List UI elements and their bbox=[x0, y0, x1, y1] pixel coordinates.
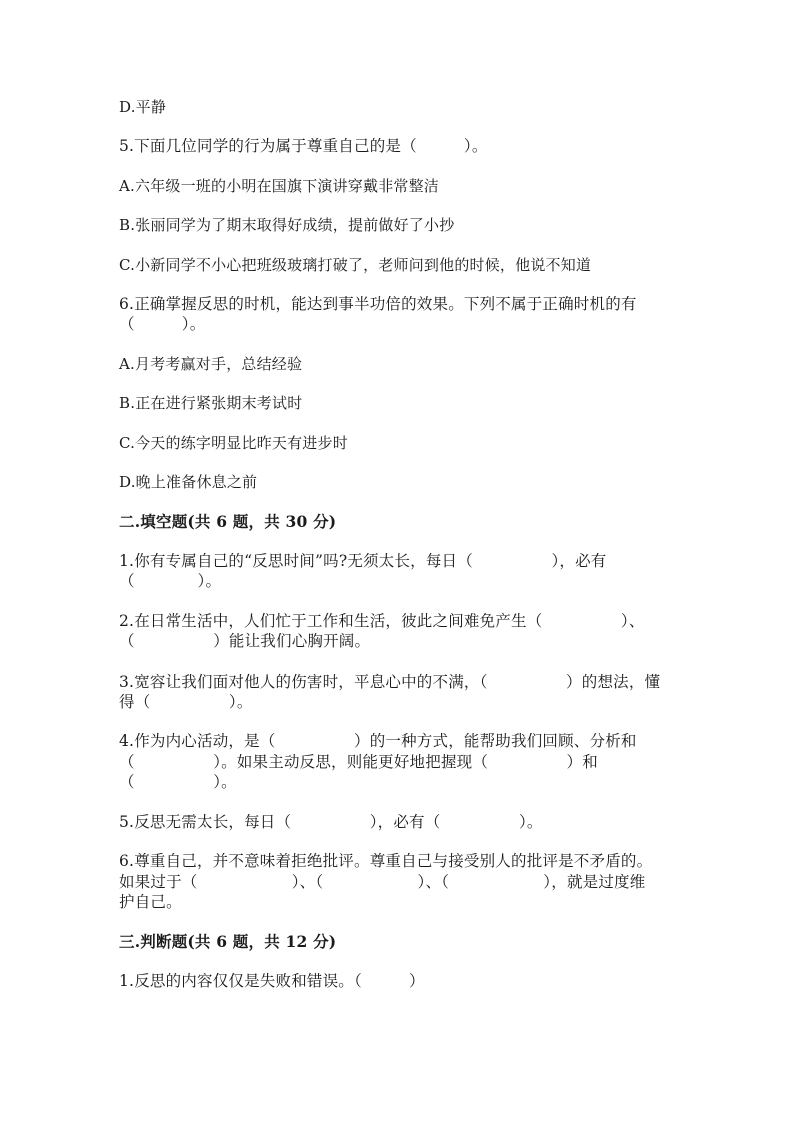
fill-question-6-line-3: 护自己。 bbox=[119, 893, 182, 911]
question-6-choice-line-1: 6.正确掌握反思的时机，能达到事半功倍的效果。下列不属于正确时机的有 bbox=[119, 295, 637, 313]
question-6-choice-line-2: （ ）。 bbox=[119, 315, 206, 333]
fill-question-1-line-2: （ ）。 bbox=[119, 572, 222, 590]
fill-question-3-line-2: 得（ ）。 bbox=[119, 693, 253, 711]
option-5a: A.六年级一班的小明在国旗下演讲穿戴非常整洁 bbox=[119, 177, 440, 195]
question-5-choice: 5.下面几位同学的行为属于尊重自己的是（ ）。 bbox=[119, 137, 488, 155]
fill-question-5: 5.反思无需太长，每日（ ），必有（ ）。 bbox=[119, 813, 543, 831]
fill-question-6-line-2: 如果过于（ ）、（ ）、（ ），就是过度维 bbox=[119, 873, 646, 891]
fill-question-4-line-1: 4.作为内心活动，是（ ）的一种方式，能帮助我们回顾、分析和 bbox=[119, 732, 637, 750]
fill-question-4-line-3: （ ）。 bbox=[119, 773, 237, 791]
fill-question-2-line-1: 2.在日常生活中，人们忙于工作和生活，彼此之间难免产生（ ）、 bbox=[119, 612, 645, 630]
option-6d: D.晚上准备休息之前 bbox=[119, 473, 258, 491]
section-fill-blank-heading: 二.填空题(共 6 题，共 30 分) bbox=[119, 512, 337, 531]
option-6c: C.今天的练字明显比昨天有进步时 bbox=[119, 434, 348, 452]
true-false-question-1: 1.反思的内容仅仅是失败和错误。（ ） bbox=[119, 972, 425, 990]
fill-question-6-line-1: 6.尊重自己，并不意味着拒绝批评。尊重自己与接受别人的批评是不矛盾的。 bbox=[119, 852, 653, 870]
option-d-calm: D.平静 bbox=[119, 98, 167, 116]
section-true-false-heading: 三.判断题(共 6 题，共 12 分) bbox=[119, 932, 337, 951]
option-6b: B.正在进行紧张期末考试时 bbox=[119, 394, 303, 412]
fill-question-3-line-1: 3.宽容让我们面对他人的伤害时，平息心中的不满，（ ）的想法，懂 bbox=[119, 673, 661, 691]
fill-question-1-line-1: 1.你有专属自己的“反思时间”吗?无须太长，每日（ ），必有 bbox=[119, 552, 607, 570]
option-5c: C.小新同学不小心把班级玻璃打破了，老师问到他的时候，他说不知道 bbox=[119, 256, 592, 274]
fill-question-4-line-2: （ ）。如果主动反思，则能更好地把握现（ ）和 bbox=[119, 753, 598, 771]
option-6a: A.月考考赢对手，总结经验 bbox=[119, 355, 303, 373]
fill-question-2-line-2: （ ）能让我们心胸开阔。 bbox=[119, 632, 371, 650]
option-5b: B.张丽同学为了期末取得好成绩，提前做好了小抄 bbox=[119, 216, 455, 234]
